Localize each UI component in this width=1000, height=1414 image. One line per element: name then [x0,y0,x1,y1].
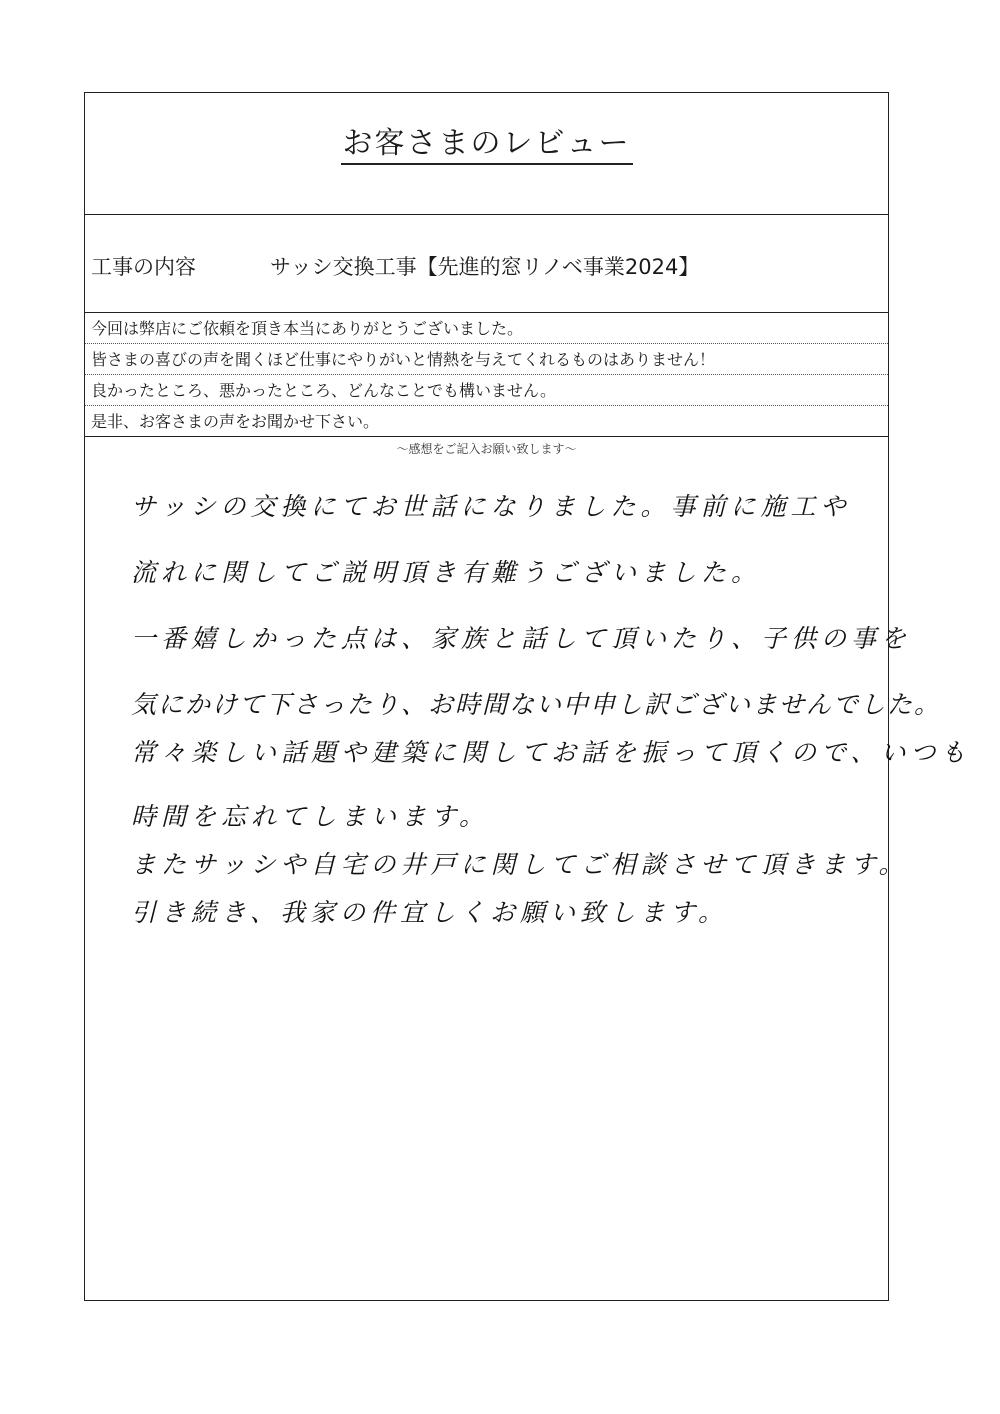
form-title: お客さまのレビュー [341,126,633,165]
handwritten-line: またサッシや自宅の井戸に関してご相談させて頂きます。 [131,850,909,879]
intro-line: 皆さまの喜びの声を聞くほど仕事にやりがいと情熱を与えてくれるものはありません！ [85,344,888,375]
handwritten-line: 引き続き、我家の件宜しくお願い致します。 [131,898,729,927]
title-section [85,93,888,215]
intro-line: 今回は弊店にご依頼を頂き本当にありがとうございました。 [85,313,888,344]
handwritten-line: 時間を忘れてしまいます。 [131,802,490,831]
work-content-value: サッシ交換工事【先進的窓リノベ事業2024】 [270,255,700,279]
handwritten-line: 気にかけて下さったり、お時間ない中申し訳ございませんでした。 [131,690,942,719]
handwritten-line: 流れに関してご説明頂き有難うございました。 [131,558,762,587]
intro-line: 是非、お客さまの声をお聞かせ下さい。 [85,406,888,437]
handwritten-line: 一番嬉しかった点は、家族と話して頂いたり、子供の事を [131,624,912,653]
work-content-label: 工事の内容 [91,255,196,279]
review-form [84,92,971,1301]
comment-hint: ～感想をご記入お願い致します～ [396,442,577,456]
handwritten-line: サッシの交換にてお世話になりました。事前に施工や [131,492,851,521]
intro-line: 良かったところ、悪かったところ、どんなことでも構いません。 [85,375,888,406]
handwritten-line: 常々楽しい話題や建築に関してお話を振って頂くので、いつも [131,738,971,767]
work-content-section [85,215,888,313]
